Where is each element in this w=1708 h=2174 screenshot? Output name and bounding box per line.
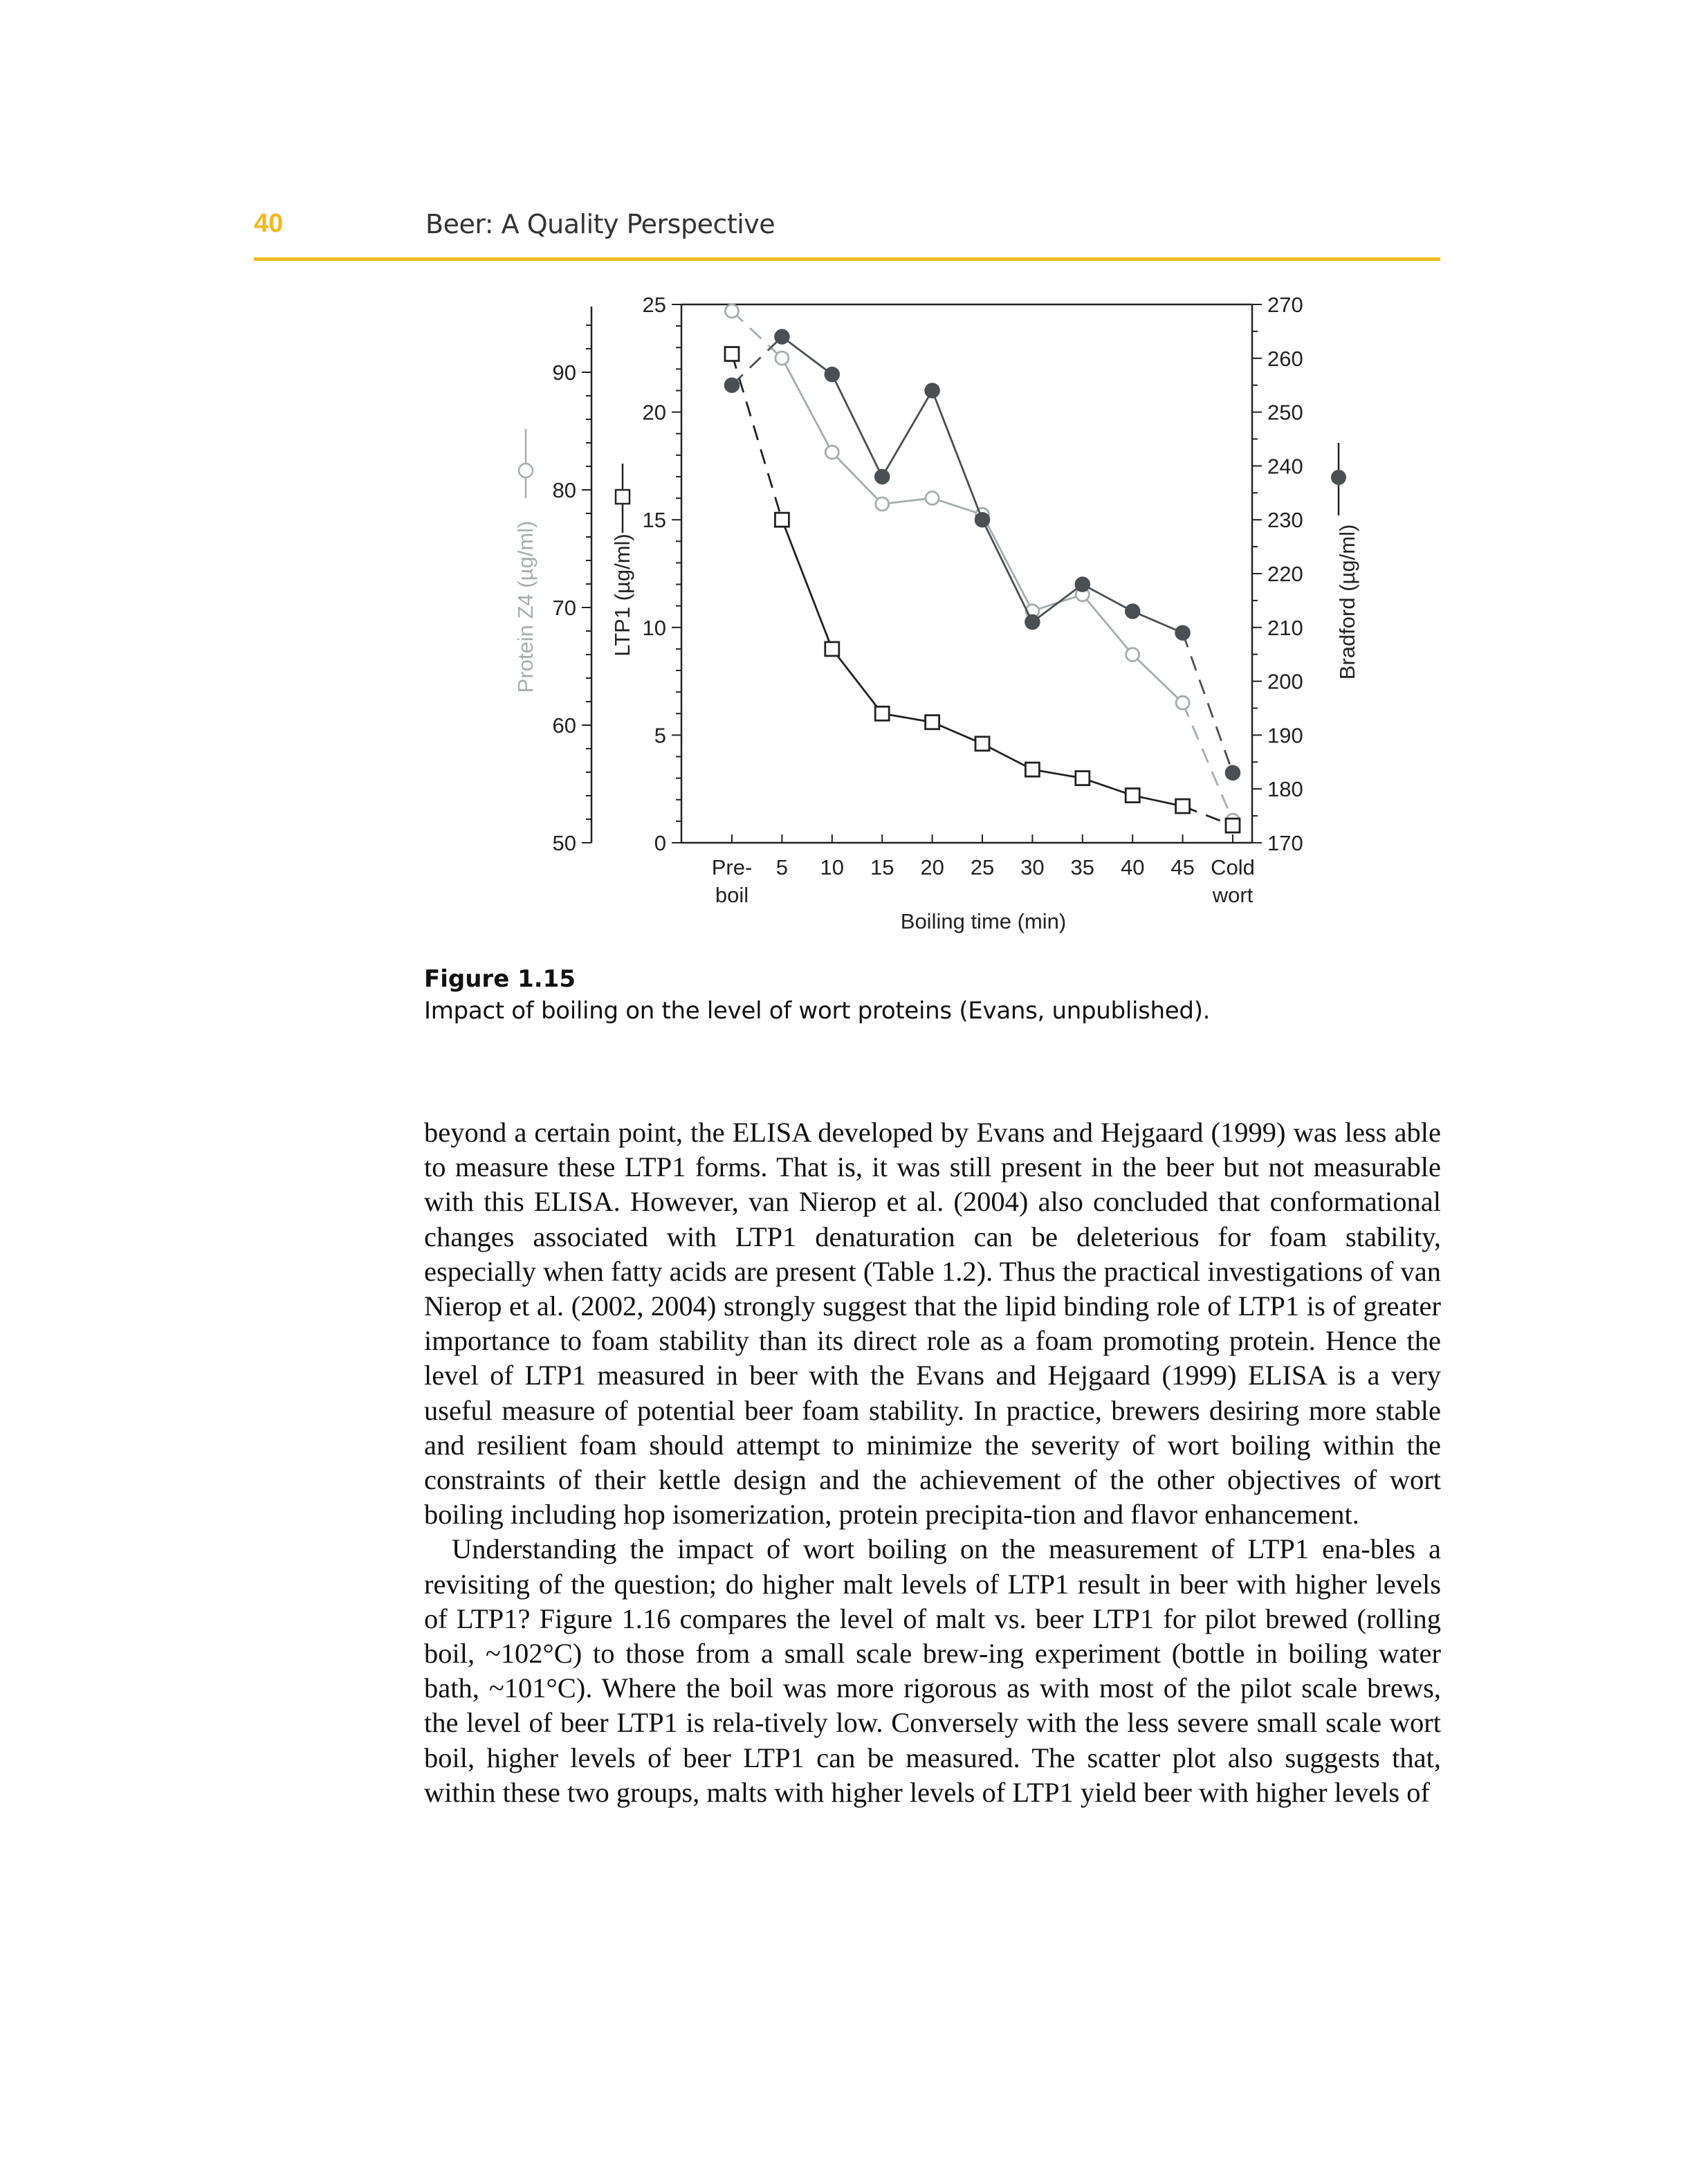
ltp1-point	[1176, 799, 1190, 813]
ltp1-point	[1076, 771, 1090, 785]
ltp1-point	[725, 347, 739, 361]
page-number: 40	[254, 209, 284, 238]
chart-axes	[582, 304, 1262, 843]
ltp1-point	[1226, 819, 1240, 832]
ltp1-tick-label: 10	[642, 615, 666, 640]
bradford-point	[1126, 604, 1140, 619]
protein-z4-legend-marker	[519, 464, 533, 477]
protein-z4-point	[726, 304, 739, 318]
x-tick-label: Pre-	[711, 855, 753, 879]
chart-series	[725, 304, 1240, 832]
x-tick-label: 45	[1170, 855, 1195, 879]
ltp1-tick-label: 25	[642, 293, 666, 317]
bradford-point	[1175, 625, 1190, 640]
x-tick-label: 10	[820, 855, 845, 879]
x-tick-label: boil	[715, 883, 749, 907]
protein-z4-segment	[882, 498, 932, 504]
bradford-tick-label: 220	[1267, 562, 1303, 586]
ltp1-point	[775, 513, 789, 527]
protein-z4-point	[1176, 696, 1189, 709]
paragraph-2: Understanding the impact of wort boiling on the measurement of LTP1 ena-bles a revisiting of the question; do higher malt levels of LTP1 result in beer with higher levels of LTP1? Figure 1.16 compares the level of malt vs. beer LTP1 for pilot brewed (rolling boil, ~102°C) to those from a small scale brew-ing experiment (bottle in boiling water bath, ~101°C). Where the boil was more rigorous as with most of the pilot scale brews, the level of beer LTP1 is rela-tively low. Conversely with the less severe small scale wort boil, higher levels of beer LTP1 can be measured. The scatter plot also suggests that, within these two groups, malts with higher levels of LTP1 yield beer with higher levels of	[424, 1533, 1441, 1808]
protein-z4-point	[825, 446, 838, 459]
protein-z4-segment	[1132, 655, 1182, 703]
figure-chart	[0, 0, 1708, 969]
ltp1-tick-label: 0	[654, 831, 666, 855]
bradford-point	[1025, 615, 1040, 630]
bradford-point	[925, 383, 939, 398]
protein-z4-tick-label: 80	[552, 478, 576, 502]
ltp1-tick-label: 15	[642, 508, 666, 533]
bradford-tick-label: 270	[1267, 293, 1303, 317]
protein-z4-tick-label: 70	[552, 596, 576, 620]
x-tick-label: wort	[1212, 883, 1254, 907]
running-head: Beer: A Quality Perspective	[425, 209, 775, 239]
x-tick-label: 40	[1120, 855, 1145, 879]
ltp1-tick-label: 5	[654, 723, 666, 748]
x-tick-label: 35	[1070, 855, 1095, 879]
bradford-segment	[1083, 585, 1132, 612]
body-text	[424, 1115, 1441, 1810]
ltp1-axis-title: LTP1 (µg/ml)	[610, 533, 634, 657]
protein-z4-tick-label: 60	[552, 713, 576, 738]
ltp1-point	[825, 642, 839, 656]
protein-z4-axis-title: Protein Z4 (µg/ml)	[513, 520, 538, 693]
paragraph-1: beyond a certain point, the ELISA developed by Evans and Hejgaard (1999) was less able to measure these LTP1 forms. That is, it was still present in the beer but not measurable with this ELISA. However, van Nierop et al. (2004) also concluded that conformational changes associated with LTP1 denaturation can be deleterious for foam stability, especially when fatty acids are present (Table 1.2). Thus the practical investigations of van Nierop et al. (2002, 2004) strongly suggest that the lipid binding role of LTP1 is of greater importance to foam stability than its direct role as a foam promoting protein. Hence the level of LTP1 measured in beer with the Evans and Hejgaard (1999) ELISA is a very useful measure of potential beer foam stability. In practice, brewers desiring more stable and resilient foam should attempt to minimize the severity of wort boiling within the constraints of their kettle design and the achievement of the other objectives of wort boiling including hop isomerization, protein precipita-tion and flavor enhancement.	[424, 1117, 1441, 1531]
bradford-tick-label: 210	[1267, 615, 1303, 640]
bradford-tick-label: 200	[1267, 669, 1303, 694]
protein-z4-tick-label: 50	[552, 831, 576, 855]
x-tick-label: 25	[970, 855, 995, 879]
bradford-segment	[1132, 611, 1182, 632]
bradford-tick-label: 170	[1267, 831, 1303, 855]
protein-z4-point	[1126, 648, 1139, 661]
ltp1-point	[875, 706, 889, 720]
bradford-point	[1075, 577, 1090, 592]
x-axis-title: Boiling time (min)	[900, 909, 1067, 933]
x-tick-label: Cold	[1211, 855, 1255, 879]
x-tick-label: 30	[1020, 855, 1045, 879]
bradford-segment	[1032, 585, 1082, 622]
ltp1-segment	[832, 649, 882, 713]
bradford-tick-label: 260	[1267, 346, 1303, 371]
bradford-segment	[782, 337, 832, 374]
ltp1-segment	[782, 520, 832, 649]
bradford-tick-label: 240	[1267, 454, 1303, 479]
protein-z4-segment	[982, 515, 1032, 611]
bradford-legend-marker	[1332, 471, 1346, 484]
x-tick-label: 15	[870, 855, 894, 879]
bradford-tick-label: 180	[1267, 777, 1303, 802]
bradford-segment	[982, 520, 1032, 622]
bradford-axis-title: Bradford (µg/ml)	[1335, 524, 1359, 680]
figure-caption-text: Impact of boiling on the level of wort proteins (Evans, unpublished).	[424, 997, 1211, 1025]
bradford-tick-label: 250	[1267, 400, 1303, 425]
bradford-tick-label: 190	[1267, 723, 1303, 748]
bradford-segment	[882, 390, 932, 476]
protein-z4-tick-label: 90	[552, 360, 576, 385]
ltp1-point	[926, 715, 939, 729]
figure-label: Figure 1.15	[424, 965, 576, 993]
ltp1-tick-label: 20	[642, 400, 666, 425]
protein-z4-point	[876, 497, 889, 511]
protein-z4-segment	[1083, 594, 1132, 655]
protein-z4-point	[926, 491, 939, 504]
ltp1-point	[975, 737, 989, 751]
bradford-point	[775, 329, 789, 344]
bradford-point	[825, 367, 839, 382]
bradford-point	[875, 469, 890, 484]
figure-caption	[424, 963, 1441, 1027]
x-tick-label: 5	[775, 855, 789, 879]
x-tick-label: 20	[920, 855, 944, 879]
ltp1-point	[1025, 762, 1039, 776]
protein-z4-point	[775, 351, 789, 365]
bradford-tick-label: 230	[1267, 508, 1303, 533]
protein-z4-segment	[782, 358, 832, 453]
bradford-point	[1226, 765, 1240, 780]
bradford-point	[725, 378, 740, 392]
ltp1-legend-marker	[616, 490, 630, 504]
ltp1-point	[1126, 789, 1139, 803]
bradford-point	[975, 513, 990, 527]
